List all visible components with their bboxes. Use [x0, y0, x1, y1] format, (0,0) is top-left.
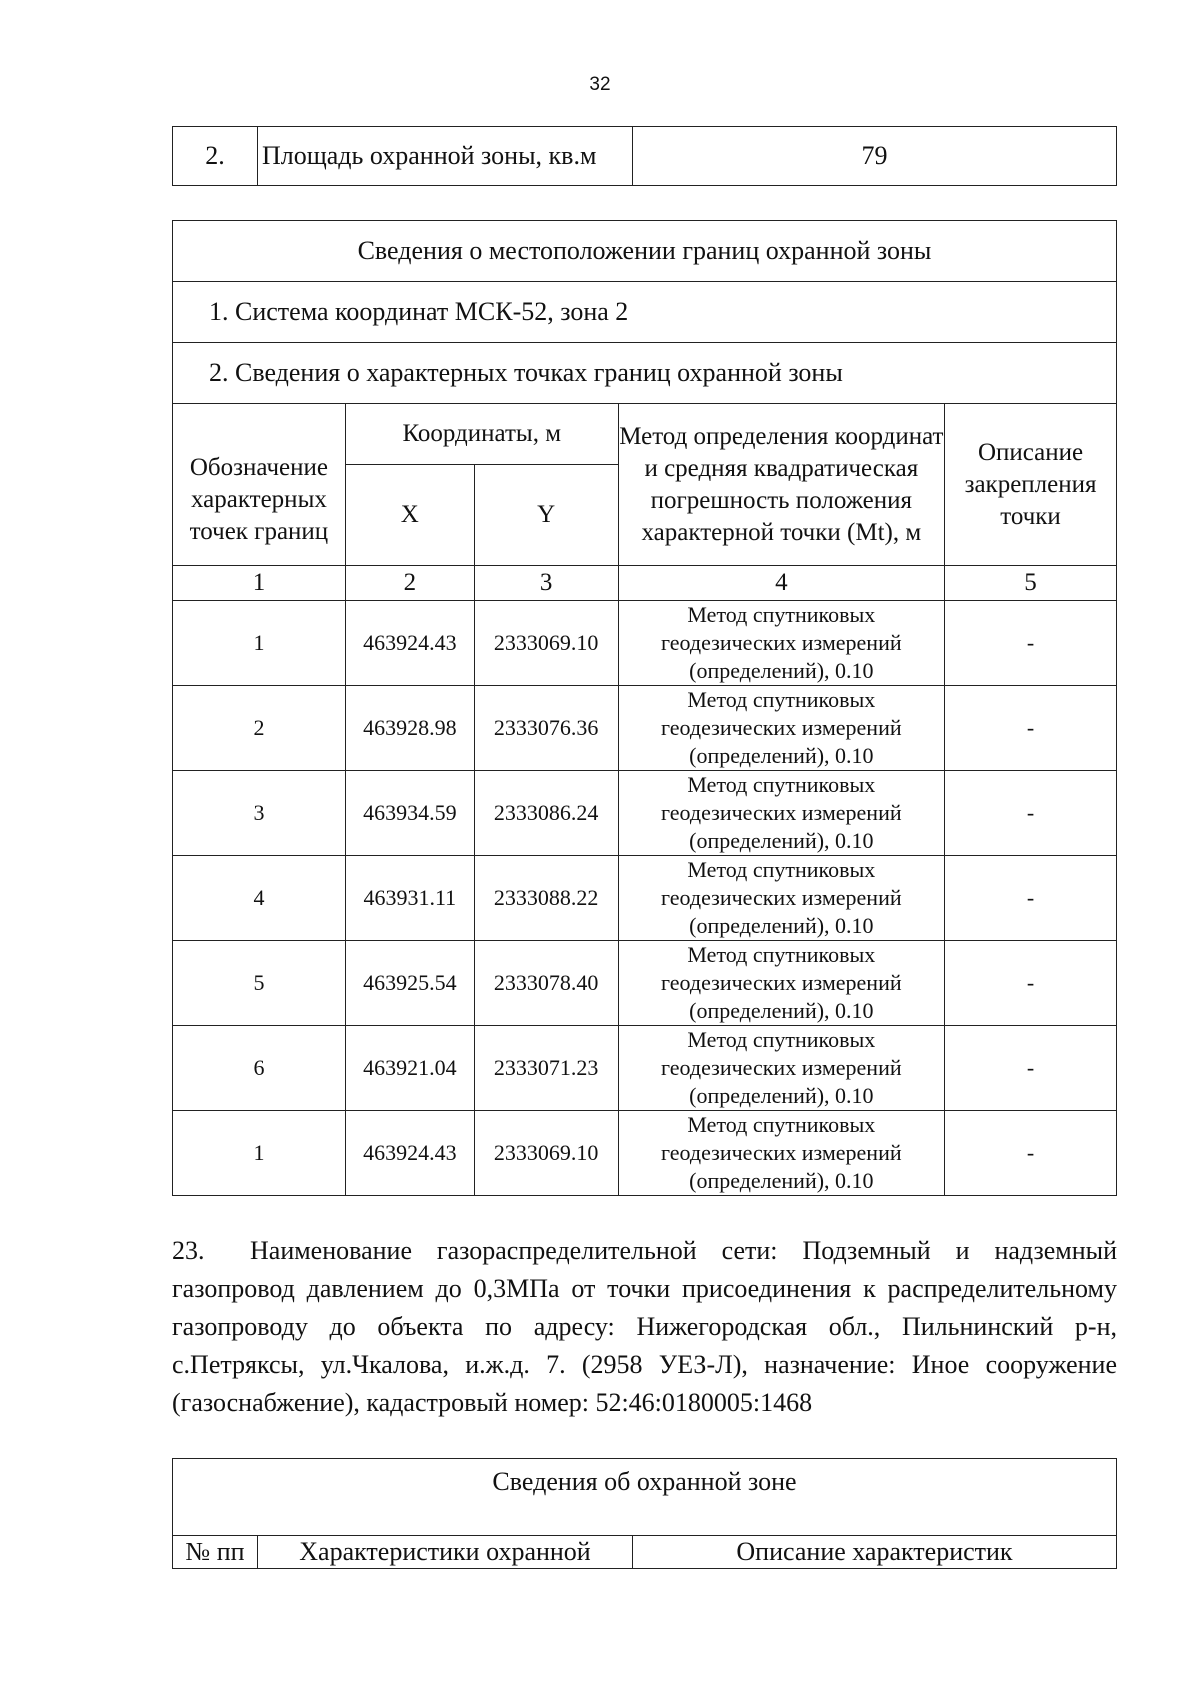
description-cell: - — [945, 941, 1117, 1026]
location-title: Сведения о местоположении границ охранной зоны — [173, 221, 1117, 282]
area-label: Площадь охранной зоны, кв.м — [258, 127, 633, 186]
paragraph-number: 23. — [172, 1236, 205, 1265]
method-cell: Метод спутниковых геодезических измерений (определений), 0.10 — [618, 1111, 944, 1196]
description-cell: - — [945, 1111, 1117, 1196]
description-cell: - — [945, 601, 1117, 686]
header-y: Y — [474, 465, 618, 566]
x-cell: 463924.43 — [345, 601, 474, 686]
point-cell: 5 — [173, 941, 346, 1026]
y-cell: 2333069.10 — [474, 601, 618, 686]
x-cell: 463924.43 — [345, 1111, 474, 1196]
coordinate-system: 1. Система координат МСК-52, зона 2 — [173, 282, 1117, 343]
description-cell: - — [945, 771, 1117, 856]
x-cell: 463921.04 — [345, 1026, 474, 1111]
method-cell: Метод спутниковых геодезических измерений (определений), 0.10 — [618, 771, 944, 856]
method-cell: Метод спутниковых геодезических измерений (определений), 0.10 — [618, 856, 944, 941]
y-cell: 2333069.10 — [474, 1111, 618, 1196]
description-cell: - — [945, 1026, 1117, 1111]
point-cell: 1 — [173, 1111, 346, 1196]
header-x: X — [345, 465, 474, 566]
points-title: 2. Сведения о характерных точках границ охранной зоны — [173, 343, 1117, 404]
table-row — [173, 686, 1117, 771]
column-number: 1 — [173, 566, 346, 601]
point-cell: 4 — [173, 856, 346, 941]
point-cell: 6 — [173, 1026, 346, 1111]
zone-col-number: № пп — [173, 1536, 258, 1569]
method-cell: Метод спутниковых геодезических измерений (определений), 0.10 — [618, 941, 944, 1026]
header-method: Метод определения координат и средняя квадратическая погрешность положения характерной точки (Mt), м — [618, 404, 944, 566]
y-cell: 2333078.40 — [474, 941, 618, 1026]
y-cell: 2333076.36 — [474, 686, 618, 771]
location-table — [172, 220, 1117, 1196]
table-row — [173, 771, 1117, 856]
column-number: 4 — [618, 566, 944, 601]
description-cell: - — [945, 686, 1117, 771]
zone-col-description: Описание характеристик — [633, 1536, 1117, 1569]
point-cell: 2 — [173, 686, 346, 771]
x-cell: 463928.98 — [345, 686, 474, 771]
area-row — [173, 127, 1117, 186]
method-cell: Метод спутниковых геодезических измерений (определений), 0.10 — [618, 1026, 944, 1111]
y-cell: 2333071.23 — [474, 1026, 618, 1111]
y-cell: 2333086.24 — [474, 771, 618, 856]
x-cell: 463934.59 — [345, 771, 474, 856]
x-cell: 463925.54 — [345, 941, 474, 1026]
table-row — [173, 1111, 1117, 1196]
area-value: 79 — [633, 127, 1117, 186]
zone-title: Сведения об охранной зоне — [173, 1459, 1117, 1536]
method-cell: Метод спутниковых геодезических измерений (определений), 0.10 — [618, 686, 944, 771]
header-description: Описание закрепления точки — [945, 404, 1117, 566]
column-number: 5 — [945, 566, 1117, 601]
header-designation: Обозначение характерных точек границ — [173, 404, 346, 566]
column-number: 3 — [474, 566, 618, 601]
zone-col-characteristics: Характеристики охранной — [258, 1536, 633, 1569]
point-cell: 1 — [173, 601, 346, 686]
table-row — [173, 941, 1117, 1026]
table-row — [173, 601, 1117, 686]
description-cell: - — [945, 856, 1117, 941]
point-cell: 3 — [173, 771, 346, 856]
header-coordinates: Координаты, м — [345, 404, 618, 465]
table-row — [173, 1026, 1117, 1111]
area-number: 2. — [173, 127, 258, 186]
paragraph-text: Наименование газораспределительной сети: Подземный и надземный газопровод давлением до 0,3МПа от точки присоединения к распределительному газопроводу до объекта по адресу: Нижегородская обл., Пильнинский р-н, с.Петряксы, ул.Чкалова, и.ж.д. 7. (2958 УЕЗ-Л), назначение: Иное сооружение (газоснабжение), кадастровый номер: 52:46:0180005:1468 — [172, 1236, 1117, 1417]
x-cell: 463931.11 — [345, 856, 474, 941]
table-row — [173, 856, 1117, 941]
column-number: 2 — [345, 566, 474, 601]
y-cell: 2333088.22 — [474, 856, 618, 941]
page-number: 32 — [589, 74, 611, 95]
network-description — [172, 1232, 1117, 1422]
method-cell: Метод спутниковых геодезических измерений (определений), 0.10 — [618, 601, 944, 686]
zone-table — [172, 1458, 1117, 1569]
area-table — [172, 126, 1117, 186]
